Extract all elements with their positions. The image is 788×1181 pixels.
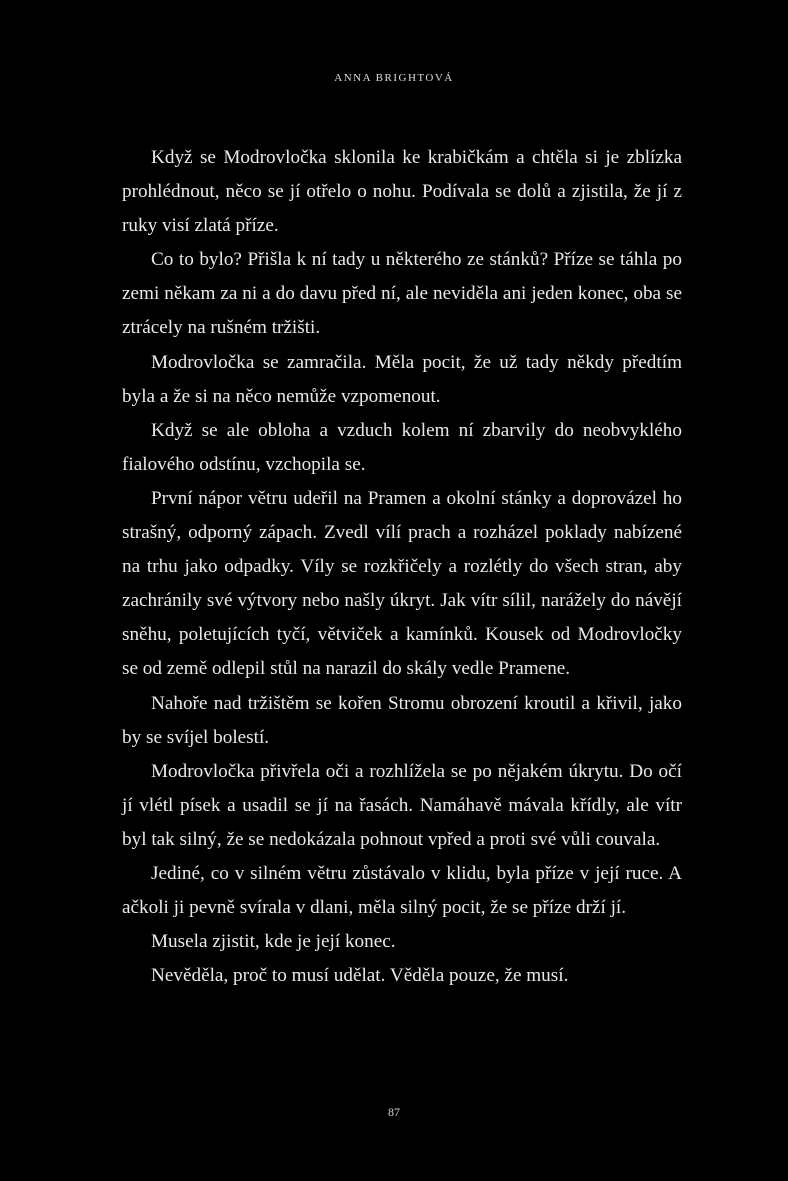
paragraph: Nahoře nad tržištěm se kořen Stromu obrození kroutil a křivil, jako by se svíjel bolestí. [122, 692, 682, 748]
paragraph: Modrovločka se zamračila. Měla pocit, že už tady někdy předtím byla a že si na něco nemůže vzpomenout. [122, 351, 682, 407]
running-head: ANNA BRIGHTOVÁ [334, 72, 454, 84]
paragraph: Co to bylo? Přišla k ní tady u některého ze stánků? Příze se táhla po zemi někam za ni a do davu před ní, ale neviděla ani jeden konec, oba se ztrácely na rušném tržišti. [122, 249, 682, 339]
body-text [122, 141, 682, 993]
paragraph: První nápor větru udeřil na Pramen a okolní stánky a doprovázel ho strašný, odporný zápach. Zvedl vílí prach a rozházel poklady nabízené na trhu jako odpadky. Víly se rozkřičely a rozlétly do všech stran, aby zachránily své výtvory nebo našly úkryt. Jak vítr sílil, narážely do návějí sněhu, poletujících tyčí, větviček a kamínků. Kousek od Modrovločky se od země odlepil stůl na narazil do skály vedle Pramene. [122, 487, 682, 680]
paragraph: Musela zjistit, kde je její konec. [151, 931, 396, 953]
paragraph: Nevěděla, proč to musí udělat. Věděla pouze, že musí. [151, 965, 569, 987]
paragraph: Modrovločka přivřela oči a rozhlížela se po nějakém úkrytu. Do očí jí vlétl písek a usadil se jí na řasách. Namáhavě mávala křídly, ale vítr byl tak silný, že se nedokázala pohnout vpřed a proti své vůli couvala. [122, 760, 682, 850]
paragraph: Když se Modrovločka sklonila ke krabičkám a chtěla si je zblízka prohlédnout, něco se jí otřelo o nohu. Podívala se dolů a zjistila, že jí z ruky visí zlatá příze. [122, 147, 682, 237]
page-number: 87 [388, 1105, 400, 1119]
paragraph: Když se ale obloha a vzduch kolem ní zbarvily do neobvyklého fialového odstínu, vzchopila se. [122, 419, 682, 475]
paragraph: Jediné, co v silném větru zůstávalo v klidu, byla příze v její ruce. A ačkoli ji pevně svírala v dlani, měla silný pocit, že se příze drží jí. [122, 862, 682, 919]
